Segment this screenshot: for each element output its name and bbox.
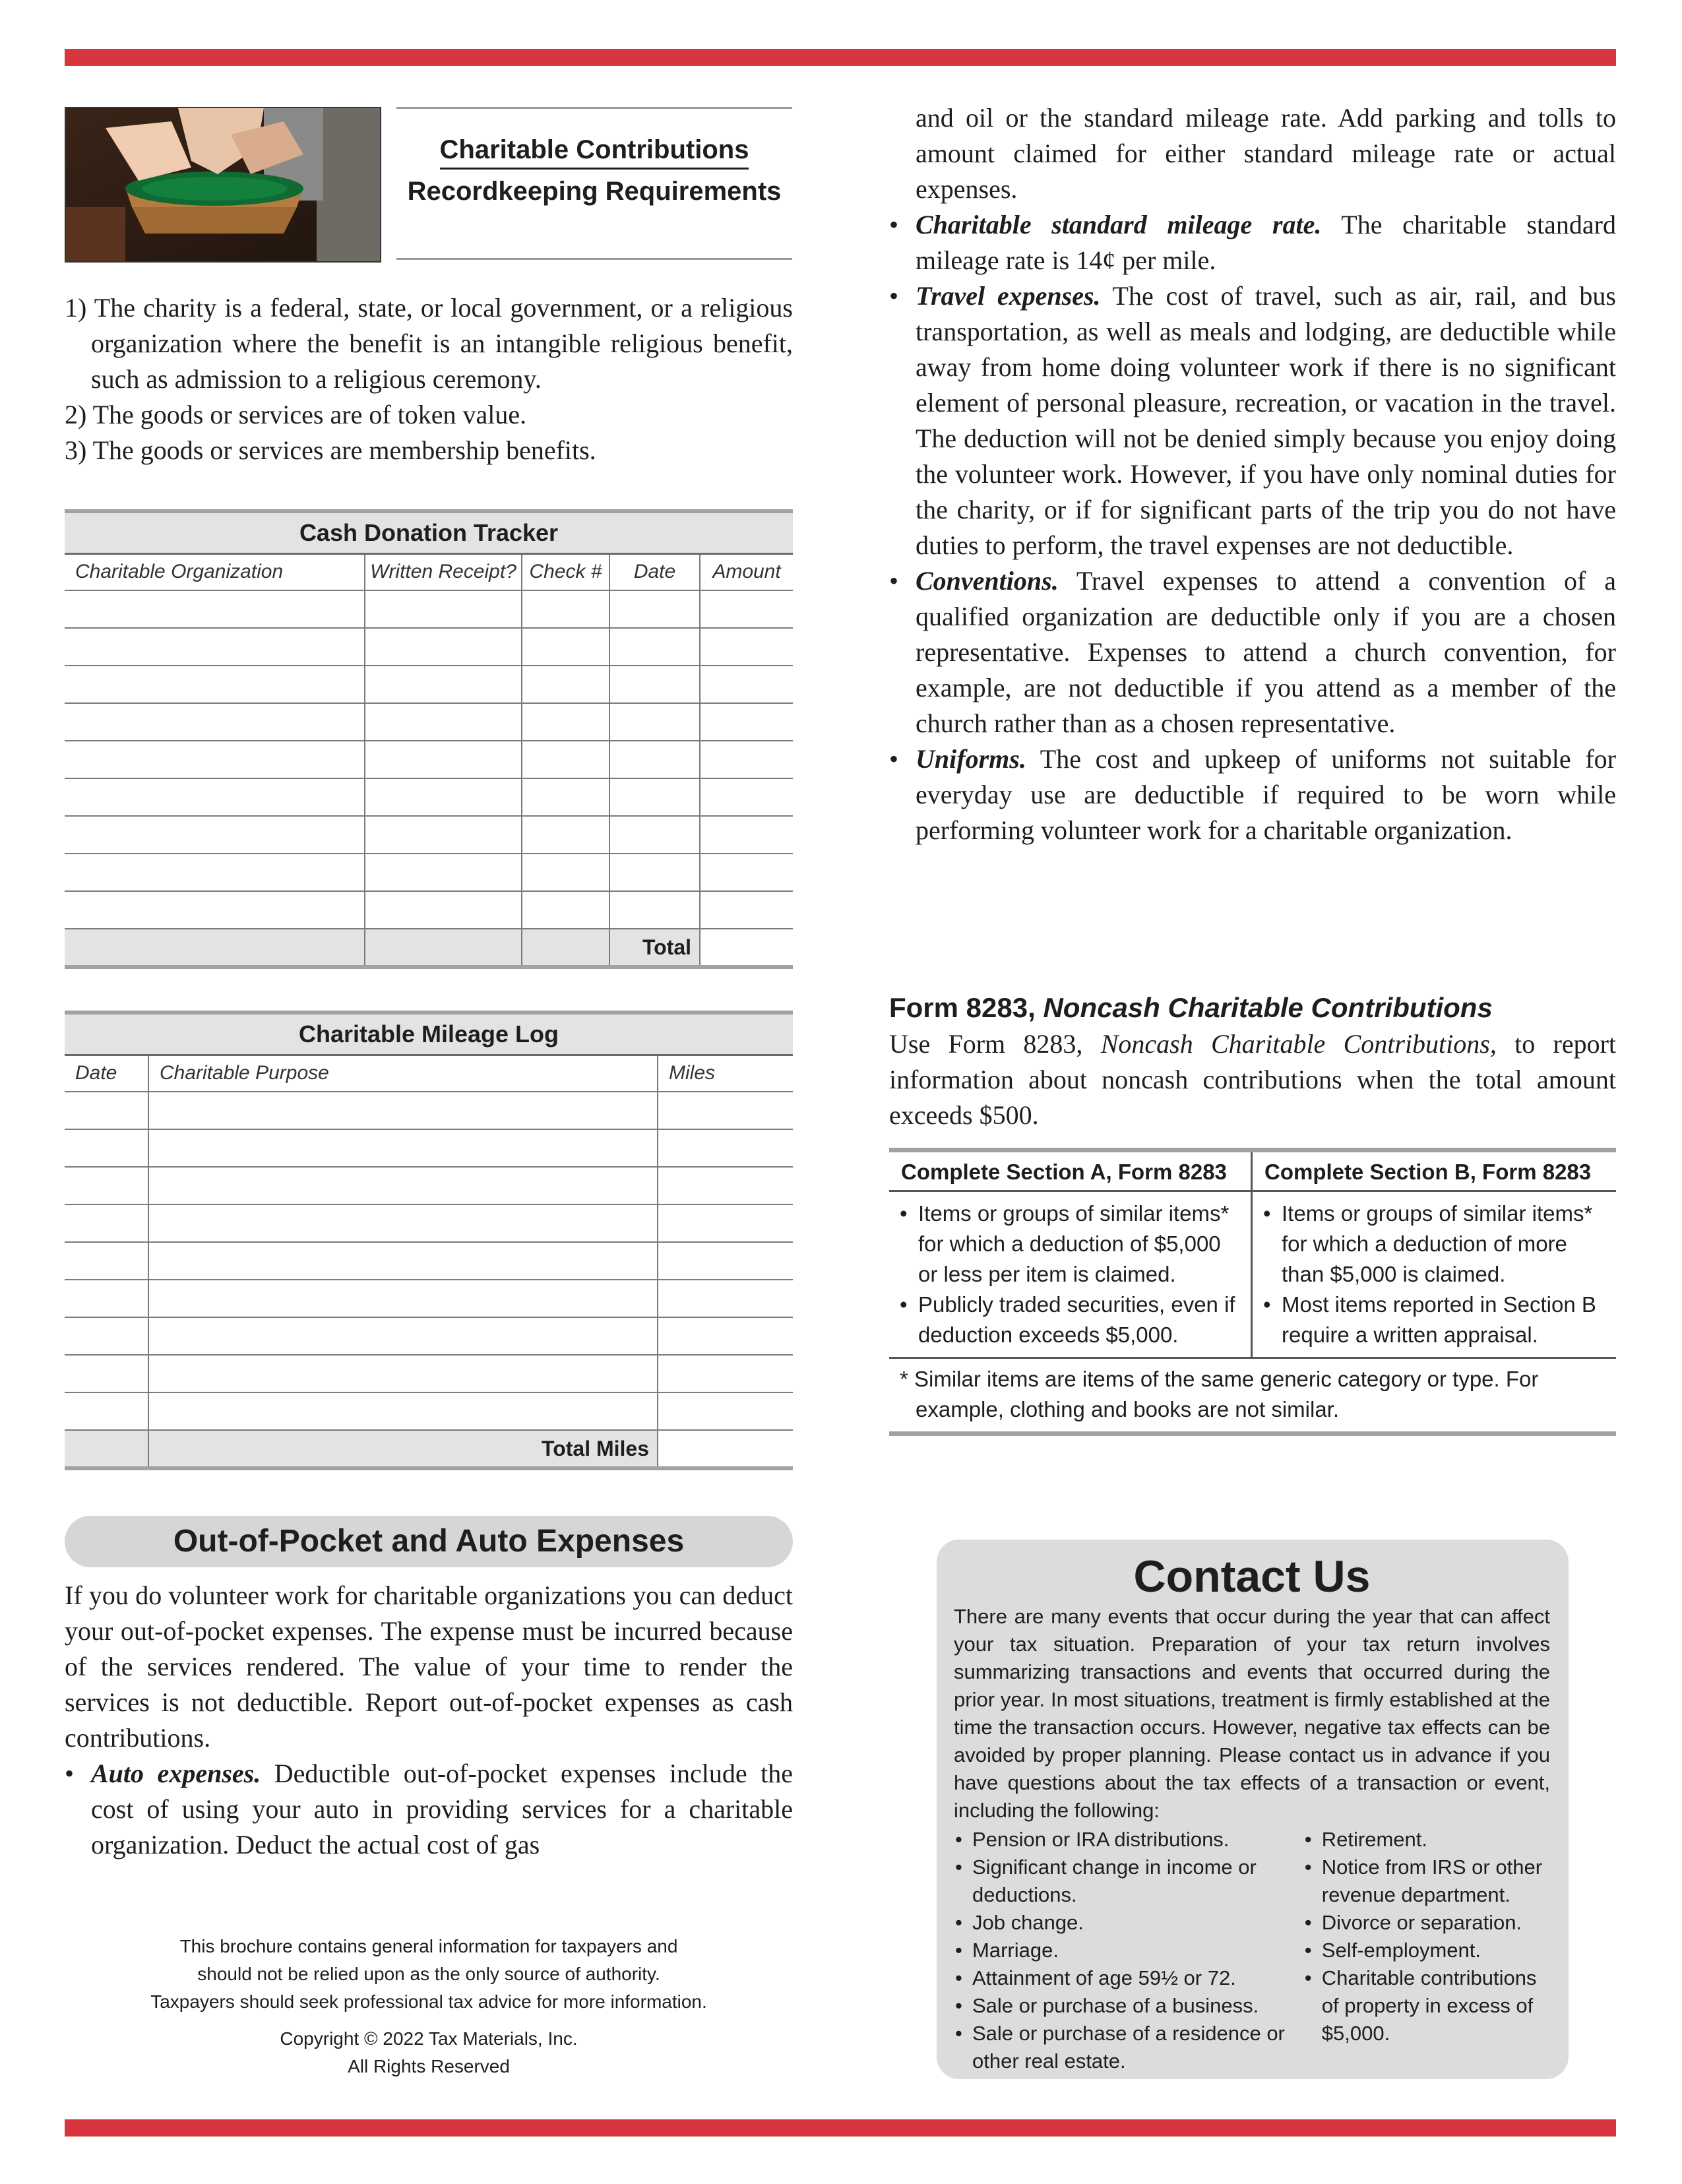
top-accent-bar: [65, 49, 1616, 66]
date-cell[interactable]: [65, 1129, 148, 1167]
date-cell[interactable]: [609, 854, 700, 891]
date-cell[interactable]: [65, 1317, 148, 1355]
table-row: [65, 590, 793, 628]
requirements-list: [65, 290, 793, 468]
date-cell[interactable]: [609, 666, 700, 703]
miles-cell[interactable]: [658, 1355, 793, 1392]
total-amount-cell[interactable]: [700, 929, 793, 967]
check-cell[interactable]: [522, 816, 609, 854]
purpose-cell[interactable]: [148, 1317, 658, 1355]
organization-cell[interactable]: [65, 778, 365, 816]
purpose-cell[interactable]: [148, 1392, 658, 1430]
list-item: • Sale or purchase of a business.: [954, 1992, 1303, 2020]
amount-cell[interactable]: [700, 854, 793, 891]
events-list-right: [1303, 1826, 1550, 2075]
receipt-cell[interactable]: [365, 703, 522, 741]
list-item: • Job change.: [954, 1909, 1303, 1937]
column-header: Date: [65, 1055, 148, 1092]
list-item: • Attainment of age 59½ or 72.: [954, 1964, 1303, 1992]
table-row: [65, 1355, 793, 1392]
requirement-item: 3) The goods or services are membership benefits.: [65, 435, 596, 465]
receipt-cell[interactable]: [365, 816, 522, 854]
check-cell[interactable]: [522, 628, 609, 666]
check-cell[interactable]: [522, 778, 609, 816]
date-cell[interactable]: [609, 741, 700, 778]
table-row: [65, 1317, 793, 1355]
contact-us-text: There are many events that occur during the year that can affect your tax situation. Preparation of your tax return involves summarizing transactions and events that occurred during the prior year. In most situations, treatment is firmly established at the time the transaction occurs. However, negative tax effects can be avoided by proper planning. Please contact us in advance if you have questions about the tax effects of a transaction or event, including the following:: [954, 1605, 1550, 1822]
check-cell[interactable]: [522, 703, 609, 741]
contact-us-title: Contact Us: [1133, 1551, 1371, 1602]
amount-cell[interactable]: [700, 628, 793, 666]
list-item: • Sale or purchase of a residence or other real estate.: [954, 2020, 1303, 2075]
list-item: • Pension or IRA distributions.: [954, 1826, 1303, 1854]
requirement-item: 2) The goods or services are of token value.: [65, 400, 527, 429]
miles-cell[interactable]: [658, 1204, 793, 1242]
total-label: Total: [609, 929, 700, 967]
table-row: [65, 1392, 793, 1430]
purpose-cell[interactable]: [148, 1167, 658, 1204]
organization-cell[interactable]: [65, 628, 365, 666]
check-cell[interactable]: [522, 891, 609, 929]
table-row: [65, 1280, 793, 1317]
events-list-left: [954, 1826, 1303, 2075]
date-cell[interactable]: [65, 1242, 148, 1280]
date-cell[interactable]: [65, 1280, 148, 1317]
date-cell[interactable]: [609, 628, 700, 666]
out-of-pocket-intro: If you do volunteer work for charitable organizations you can deduct your out-of-pocket expenses. The expense must be incurred because of the services rendered. The value of your time to render the services is not deductible. Report out-of-pocket expenses as cash contributions.: [65, 1580, 793, 1753]
table-row: [65, 1204, 793, 1242]
list-item: • Divorce or separation.: [1303, 1909, 1550, 1937]
amount-cell[interactable]: [700, 891, 793, 929]
check-cell[interactable]: [522, 666, 609, 703]
form-8283-sections-table: [889, 1148, 1616, 1436]
total-miles-label: Total Miles: [148, 1430, 658, 1468]
total-row: [65, 1430, 793, 1468]
column-header: Date: [609, 553, 700, 590]
out-of-pocket-section: [65, 1578, 793, 1863]
table-row: [65, 703, 793, 741]
section-a-column: [889, 1152, 1253, 1357]
form-8283-heading: Form 8283, Noncash Charitable Contributions: [889, 992, 1493, 1023]
travel-expenses-item: • Travel expenses. The cost of travel, such as air, rail, and bus transportation, as well as meals and lodging, are deductible while away from home doing volunteer work if there is no significant element of personal pleasure, recreation, or vacation in the travel. The deduction will not be denied simply because you enjoy doing the volunteer work. However, if you have only nominal duties for the charity, or if for significant parts of the trip you do not have duties to perform, the travel expenses are not deductible.: [889, 278, 1616, 563]
expenses-continued: [889, 100, 1616, 848]
receipt-cell[interactable]: [365, 854, 522, 891]
list-item: • Charitable contributions of property in excess of $5,000.: [1303, 1964, 1550, 2047]
column-header: Check #: [522, 553, 609, 590]
amount-cell[interactable]: [700, 703, 793, 741]
receipt-cell[interactable]: [365, 891, 522, 929]
check-cell[interactable]: [522, 741, 609, 778]
miles-cell[interactable]: [658, 1317, 793, 1355]
collection-basket-photo: [65, 107, 381, 263]
date-cell[interactable]: [609, 703, 700, 741]
list-item: • Publicly traded securities, even if deduction exceeds $5,000.: [898, 1290, 1241, 1350]
miles-cell[interactable]: [658, 1129, 793, 1167]
list-item: • Notice from IRS or other revenue department.: [1303, 1854, 1550, 1909]
organization-cell[interactable]: [65, 741, 365, 778]
date-cell[interactable]: [65, 1092, 148, 1129]
check-cell[interactable]: [522, 590, 609, 628]
purpose-cell[interactable]: [148, 1242, 658, 1280]
section-a-header: Complete Section A, Form 8283: [889, 1152, 1251, 1192]
total-row: [65, 929, 793, 967]
table-row: [65, 778, 793, 816]
table-row: [65, 1167, 793, 1204]
miles-cell[interactable]: [658, 1092, 793, 1129]
mileage-log-title: Charitable Mileage Log: [65, 1013, 793, 1055]
form-8283-text: Use Form 8283, Noncash Charitable Contributions, to report information about noncash contributions when the total amount exceeds $500.: [889, 1029, 1617, 1130]
receipt-cell[interactable]: [365, 590, 522, 628]
table-row: [65, 816, 793, 854]
continuation-text: and oil or the standard mileage rate. Add parking and tolls to amount claimed for either standard mileage rate or actual expenses.: [916, 103, 1616, 204]
table-row: [65, 741, 793, 778]
contact-us-box: [937, 1540, 1569, 2079]
organization-cell[interactable]: [65, 703, 365, 741]
column-header: Written Receipt?: [365, 553, 522, 590]
organization-cell[interactable]: [65, 891, 365, 929]
contact-events-lists: [954, 1826, 1550, 2075]
list-item: • Items or groups of similar items* for which a deduction of $5,000 or less per item is claimed.: [898, 1199, 1241, 1290]
table-row: [65, 1092, 793, 1129]
table-row: [65, 666, 793, 703]
date-cell[interactable]: [65, 1392, 148, 1430]
cash-donation-tracker: [65, 509, 793, 969]
amount-cell[interactable]: [700, 741, 793, 778]
miles-cell[interactable]: [658, 1242, 793, 1280]
table-row: [65, 854, 793, 891]
column-header: Charitable Organization: [65, 553, 365, 590]
uniforms-item: • Uniforms. The cost and upkeep of uniforms not suitable for everyday use are deductible if required to be worn while performing volunteer work for a charitable organization.: [889, 741, 1616, 848]
column-header: Amount: [700, 553, 793, 590]
table-row: [65, 1242, 793, 1280]
purpose-cell[interactable]: [148, 1280, 658, 1317]
date-cell[interactable]: [609, 590, 700, 628]
amount-cell[interactable]: [700, 666, 793, 703]
charitable-mileage-log: [65, 1011, 793, 1470]
purpose-cell[interactable]: [148, 1204, 658, 1242]
date-cell[interactable]: [609, 816, 700, 854]
section-b-header: Complete Section B, Form 8283: [1253, 1152, 1616, 1192]
total-miles-cell[interactable]: [658, 1430, 793, 1468]
list-item: • Significant change in income or deductions.: [954, 1854, 1303, 1909]
receipt-cell[interactable]: [365, 666, 522, 703]
conventions-item: • Conventions. Travel expenses to attend a convention of a qualified organization are deductible only if you are a chosen representative. Expenses to attend a church convention, for example, are not deductible if you attend as a member of the church rather than as a chosen representative.: [889, 563, 1616, 741]
date-cell[interactable]: [65, 1167, 148, 1204]
purpose-cell[interactable]: [148, 1092, 658, 1129]
organization-cell[interactable]: [65, 590, 365, 628]
receipt-cell[interactable]: [365, 628, 522, 666]
bottom-accent-bar: [65, 2119, 1616, 2137]
mileage-rate-item: • Charitable standard mileage rate. The charitable standard mileage rate is 14¢ per mile.: [889, 207, 1616, 278]
similar-items-note: * Similar items are items of the same generic category or type. For example, clothing and books are not similar.: [900, 1367, 1539, 1421]
amount-cell[interactable]: [700, 590, 793, 628]
miles-cell[interactable]: [658, 1167, 793, 1204]
date-cell[interactable]: [65, 1204, 148, 1242]
cash-tracker-title: Cash Donation Tracker: [65, 511, 793, 553]
purpose-cell[interactable]: [148, 1355, 658, 1392]
column-header: Charitable Purpose: [148, 1055, 658, 1092]
miles-cell[interactable]: [658, 1280, 793, 1317]
organization-cell[interactable]: [65, 854, 365, 891]
organization-cell[interactable]: [65, 666, 365, 703]
list-item: • Items or groups of similar items* for which a deduction of more than $5,000 is claimed.: [1262, 1199, 1607, 1290]
copyright: Copyright © 2022 Tax Materials, Inc. All Rights Reserved: [280, 2028, 578, 2076]
section-b-column: [1253, 1152, 1616, 1357]
column-header: Miles: [658, 1055, 793, 1092]
title-block: [396, 107, 792, 260]
amount-cell[interactable]: [700, 778, 793, 816]
date-cell[interactable]: [609, 778, 700, 816]
auto-expenses-item: • Auto expenses. Deductible out-of-pocket expenses include the cost of using your auto in providing services for a charitable organization. Deduct the actual cost of gas: [65, 1756, 793, 1863]
list-item: • Self-employment.: [1303, 1937, 1550, 1964]
requirement-item: 1) The charity is a federal, state, or local government, or a religious organization where the benefit is an intangible religious benefit, such as admission to a religious ceremony.: [65, 293, 793, 394]
receipt-cell[interactable]: [365, 778, 522, 816]
receipt-cell[interactable]: [365, 741, 522, 778]
list-item: • Marriage.: [954, 1937, 1303, 1964]
table-row: [65, 1129, 793, 1167]
date-cell[interactable]: [609, 891, 700, 929]
table-row: [65, 891, 793, 929]
amount-cell[interactable]: [700, 816, 793, 854]
list-item: • Most items reported in Section B require a written appraisal.: [1262, 1290, 1607, 1350]
organization-cell[interactable]: [65, 816, 365, 854]
list-item: • Retirement.: [1303, 1826, 1550, 1854]
disclaimer: This brochure contains general information for taxpayers and should not be relied upon as the only source of authority. Taxpayers should seek professional tax advice for more information.: [150, 1936, 707, 2012]
page-subtitle: Recordkeeping Requirements: [407, 177, 782, 206]
purpose-cell[interactable]: [148, 1129, 658, 1167]
date-cell[interactable]: [65, 1355, 148, 1392]
page-title: Charitable Contributions: [440, 135, 749, 170]
check-cell[interactable]: [522, 854, 609, 891]
out-of-pocket-heading: Out-of-Pocket and Auto Expenses: [65, 1516, 793, 1567]
table-row: [65, 628, 793, 666]
miles-cell[interactable]: [658, 1392, 793, 1430]
